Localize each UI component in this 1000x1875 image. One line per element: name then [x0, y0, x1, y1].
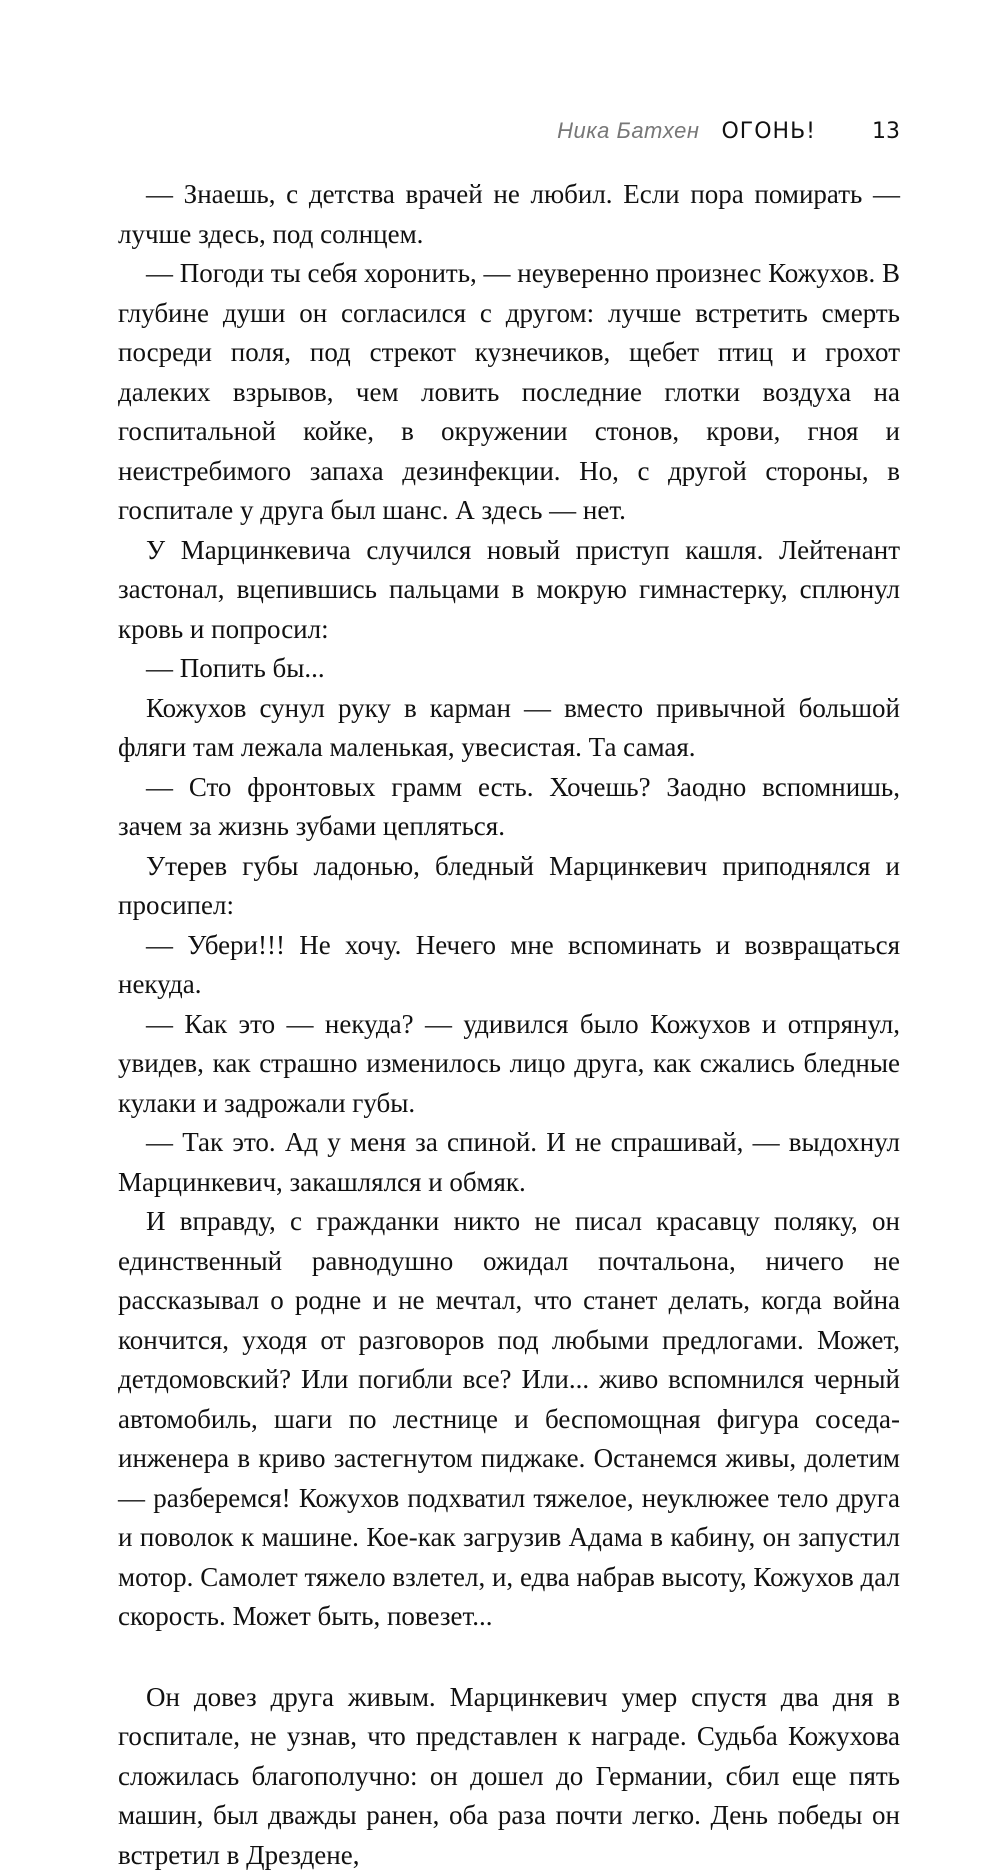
page-number: 13: [872, 119, 900, 144]
paragraph: У Марцинкевича случился новый приступ кашля. Лейтенант застонал, вцепившись пальцами в мокрую гимнастерку, сплюнул кровь и попросил:: [118, 531, 900, 650]
paragraph: Утерев губы ладонью, бледный Марцинкевич приподнялся и просипел:: [118, 847, 900, 926]
paragraph: — Как это — некуда? — удивился было Кожухов и отпрянул, увидев, как страшно изменилось лицо друга, как сжались бледные кулаки и задрожали губы.: [118, 1005, 900, 1124]
header-author: Ника Батхен: [557, 118, 699, 144]
paragraph: И вправду, с гражданки никто не писал красавцу поляку, он единственный равнодушно ожидал почтальона, ничего не рассказывал о родне и не мечтал, что станет делать, когда война кончится, уходя от разговоров под любыми предлогами. Может, детдомовский? Или погибли все? Или... живо вспомнился черный автомобиль, шаги по лестнице и беспомощная фигура соседа-инженера в криво застегнутом пиджаке. Останемся живы, долетим — разберемся! Кожухов подхватил тяжелое, неуклюжее тело друга и поволок к машине. Кое-как загрузив Адама в кабину, он запустил мотор. Самолет тяжело взлетел, и, едва набрав высоту, Кожухов дал скорость. Может быть, повезет...: [118, 1202, 900, 1637]
paragraph: — Сто фронтовых грамм есть. Хочешь? Заодно вспомнишь, зачем за жизнь зубами цепляться.: [118, 768, 900, 847]
section-break: [118, 1637, 900, 1678]
paragraph: — Убери!!! Не хочу. Нечего мне вспоминать и возвращаться некуда.: [118, 926, 900, 1005]
paragraph: Кожухов сунул руку в карман — вместо привычной большой фляги там лежала маленькая, увесистая. Та самая.: [118, 689, 900, 768]
paragraph: — Погоди ты себя хоронить, — неуверенно произнес Кожухов. В глубине души он согласился с другом: лучше встретить смерть посреди поля, под стрекот кузнечиков, щебет птиц и грохот далеких взрывов, чем ловить последние глотки воздуха на госпитальной койке, в окружении стонов, крови, гноя и неистребимого запаха дезинфекции. Но, с другой стороны, в госпитале у друга был шанс. А здесь — нет.: [118, 254, 900, 531]
paragraph: — Попить бы...: [118, 649, 900, 689]
body-text: [118, 175, 900, 1875]
header-title: ОГОНЬ!: [721, 119, 816, 144]
paragraph: Он довез друга живым. Марцинкевич умер спустя два дня в госпитале, не узнав, что представлен к награде. Судьба Кожухова сложилась благополучно: он дошел до Германии, сбил еще пять машин, был дважды ранен, оба раза почти легко. День победы он встретил в Дрездене,: [118, 1678, 900, 1875]
paragraph: — Знаешь, с детства врачей не любил. Если пора помирать — лучше здесь, под солнцем.: [118, 175, 900, 254]
running-header: [557, 118, 900, 154]
paragraph: — Так это. Ад у меня за спиной. И не спрашивай, — выдохнул Марцинкевич, закашлялся и обмяк.: [118, 1123, 900, 1202]
